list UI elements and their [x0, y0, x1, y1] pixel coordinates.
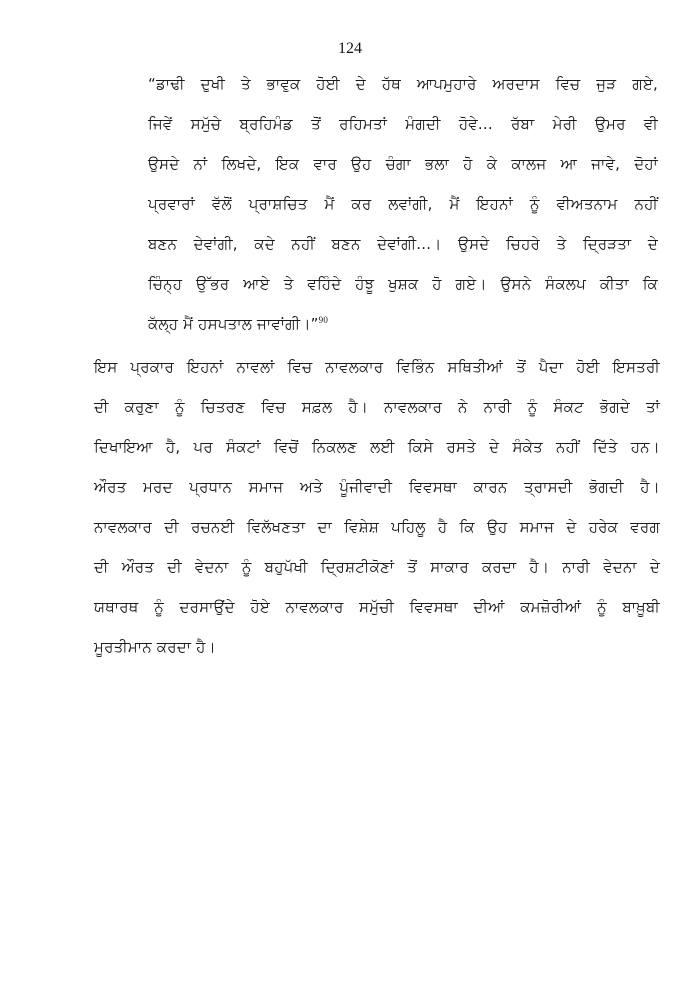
paragraph-line: ਔਰਤ ਮਰਦ ਪ੍ਰਧਾਨ ਸਮਾਜ ਅਤੇ ਪੂੰਜੀਵਾਦੀ ਵਿਵਸਥਾ ਕਾਰਨ ਤ੍ਰਾਸਦੀ ਭੋਗਦੀ ਹੈ।	[94, 478, 660, 496]
quote-last-line	[148, 304, 658, 344]
quote-line: ਬਣਨ ਦੇਵਾਂਗੀ, ਕਦੇ ਨਹੀਂ ਬਣਨ ਦੇਵਾਂਗੀ...। ਉਸਦੇ ਚਿਹਰੇ ਤੇ ਦ੍ਰਿੜਤਾ ਦੇ	[148, 235, 658, 253]
paragraph-line: ਦੀ ਕਰੁਣਾ ਨੂੰ ਚਿਤਰਣ ਵਿਚ ਸਫ਼ਲ ਹੈ। ਨਾਵਲਕਾਰ ਨੇ ਨਾਰੀ ਨੂੰ ਸੰਕਟ ਭੋਗਦੇ ਤਾਂ	[94, 398, 660, 416]
quote-line: ਚਿੰਨ੍ਹ ਉੱਭਰ ਆਏ ਤੇ ਵਹਿੰਦੇ ਹੰਝੂ ਖੁਸ਼ਕ ਹੋ ਗਏ। ਉਸਨੇ ਸੰਕਲਪ ਕੀਤਾ ਕਿ	[148, 275, 658, 293]
quote-line: ਉਸਦੇ ਨਾਂ ਲਿਖਦੇ, ਇਕ ਵਾਰ ਉਹ ਚੰਗਾ ਭਲਾ ਹੋ ਕੇ ਕਾਲਜ ਆ ਜਾਵੇ, ਦੋਹਾਂ	[148, 155, 658, 173]
paragraph-line: ਦਿਖਾਇਆ ਹੈ, ਪਰ ਸੰਕਟਾਂ ਵਿਚੋਂ ਨਿਕਲਣ ਲਈ ਕਿਸੇ ਰਸਤੇ ਦੇ ਸੰਕੇਤ ਨਹੀਂ ਦਿੱਤੇ ਹਨ।	[94, 438, 660, 456]
quote-line: ਜਿਵੇਂ ਸਮੁੱਚੇ ਬ੍ਰਹਿਮੰਡ ਤੋਂ ਰਹਿਮਤਾਂ ਮੰਗਦੀ ਹੋਵੇ... ਰੱਬਾ ਮੇਰੀ ਉਮਰ ਵੀ	[148, 115, 658, 133]
paragraph-line: ਯਥਾਰਥ ਨੂੰ ਦਰਸਾਉਂਦੇ ਹੋਏ ਨਾਵਲਕਾਰ ਸਮੁੱਚੀ ਵਿਵਸਥਾ ਦੀਆਂ ਕਮਜ਼ੋਰੀਆਂ ਨੂੰ ਬਾਖ਼ੂਬੀ	[94, 598, 660, 616]
footnote-marker: 90	[318, 315, 329, 325]
paragraph-line: ਮੂਰਤੀਮਾਨ ਕਰਦਾ ਹੈ।	[94, 638, 216, 656]
paragraph-line: ਨਾਵਲਕਾਰ ਦੀ ਰਚਨਈ ਵਿਲੱਖਣਤਾ ਦਾ ਵਿਸ਼ੇਸ਼ ਪਹਿਲੂ ਹੈ ਕਿ ਉਹ ਸਮਾਜ ਦੇ ਹਰੇਕ ਵਰਗ	[94, 518, 660, 536]
body-paragraph	[94, 347, 660, 667]
paragraph-line: ਇਸ ਪ੍ਰਕਾਰ ਇਹਨਾਂ ਨਾਵਲਾਂ ਵਿਚ ਨਾਵਲਕਾਰ ਵਿਭਿੰਨ ਸਥਿਤੀਆਂ ਤੋਂ ਪੈਦਾ ਹੋਈ ਇਸਤਰੀ	[94, 358, 660, 376]
paragraph-line: ਦੀ ਔਰਤ ਦੀ ਵੇਦਨਾ ਨੂੰ ਬਹੁਪੱਖੀ ਦ੍ਰਿਸ਼ਟੀਕੋਣਾਂ ਤੋਂ ਸਾਕਾਰ ਕਰਦਾ ਹੈ। ਨਾਰੀ ਵੇਦਨਾ ਦੇ	[94, 558, 660, 576]
quote-line: ਕੱਲ੍ਹ ਮੈਂ ਹਸਪਤਾਲ ਜਾਵਾਂਗੀ।”	[148, 315, 319, 333]
page-number: 124	[338, 40, 362, 57]
quote-line: ਪ੍ਰਵਾਰਾਂ ਵੱਲੋਂ ਪ੍ਰਾਸ਼ਚਿਤ ਮੈਂ ਕਰ ਲਵਾਂਗੀ, ਮੈਂ ਇਹਨਾਂ ਨੂੰ ਵੀਅਤਨਾਮ ਨਹੀਂ	[148, 195, 658, 213]
quote-line: “ਡਾਢੀ ਦੁਖੀ ਤੇ ਭਾਵੁਕ ਹੋਈ ਦੇ ਹੱਥ ਆਪਮੁਹਾਰੇ ਅਰਦਾਸ ਵਿਚ ਜੁੜ ਗਏ,	[148, 75, 658, 93]
block-quote	[148, 64, 658, 344]
